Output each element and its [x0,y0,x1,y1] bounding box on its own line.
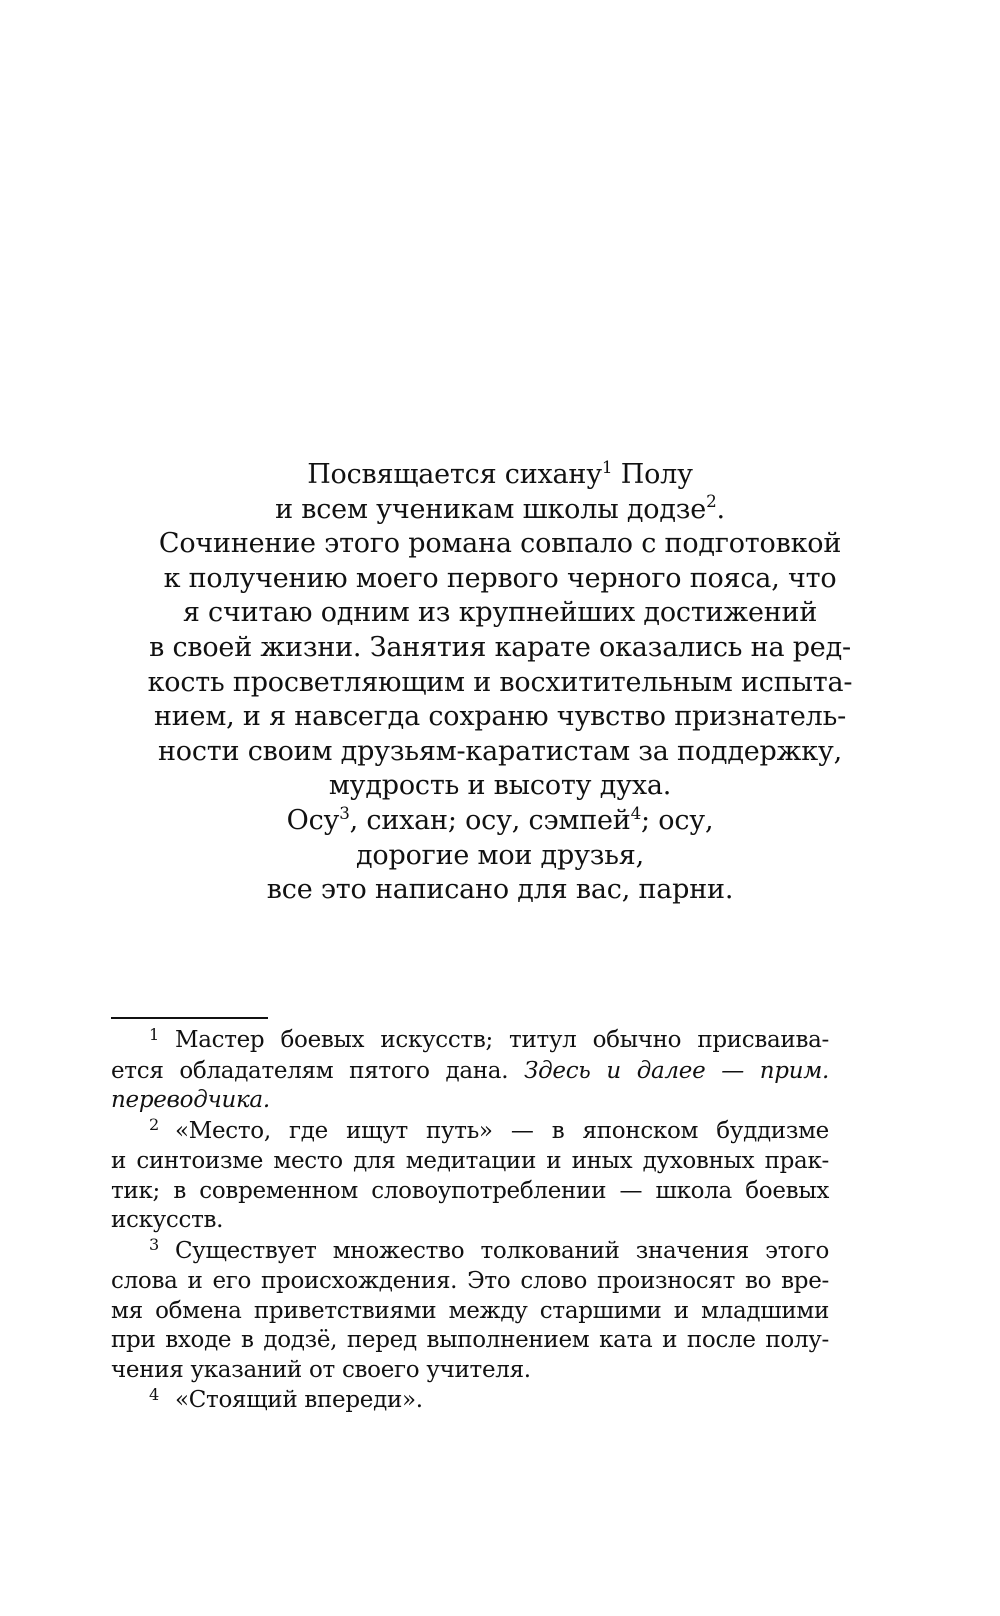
dedication-line-12: дорогие мои друзья, [356,839,644,871]
footnote-1-line-2: ется обладателям пятого дана. Здесь и далее — прим. [111,1057,829,1084]
dedication-line-9: ности своим друзьям-каратистам за поддержку, [158,735,842,767]
footnote-4-number: 4 [149,1384,159,1404]
footnote-3-line-3: мя обмена приветствиями между старшими и младшими [111,1297,829,1324]
footnote-4-line-1: 4 «Стоящий впереди». [111,1386,829,1417]
footnote-4 [111,1386,829,1417]
footnote-2-line-4: искусств. [111,1207,224,1233]
dedication-line-2: и всем ученикам школы додзе$^2$. [275,491,725,525]
footnote-2-line-1: 2 «Место, где ищут путь» — в японском буддизме [111,1117,829,1148]
dedication-line-1: Посвящается сихану$^1$ Полу [307,456,693,490]
footnote-ref-4[interactable]: 4 [630,802,642,823]
footnote-ref-2[interactable]: 2 [706,491,717,512]
dedication-line-10: мудрость и высоту духа. [328,770,672,802]
footnote-1-line-1: 1 Мастер боевых искусств; титул обычно присваива- [111,1026,829,1057]
footnote-3-line-5: чения указаний от своего учителя. [111,1356,531,1383]
footnote-ref-1[interactable]: 1 [601,456,613,477]
dedication-line-4: к получению моего первого черного пояса, что [163,562,837,594]
footnote-3-line-4: при входе в додзё, перед выполнением ката и после полу- [111,1327,829,1353]
dedication-line-6: в своей жизни. Занятия карате оказались на ред- [149,631,851,663]
footnote-2-line-3: тик; в современном словоупотреблении — школа боевых [111,1177,829,1204]
footnotes-block [111,1026,829,1418]
dedication-line-7: кость просветляющим и восхитительным испыта- [147,666,853,698]
footnote-separator [111,1017,268,1019]
footnote-1-line-3: переводчика. [111,1087,270,1113]
dedication-line-8: нием, и я навсегда сохраню чувство признатель- [153,701,847,733]
footnote-1-number: 1 [149,1024,159,1044]
footnote-3-line-1: 3 Существует множество толкований значения этого [111,1237,829,1268]
footnote-1 [111,1026,829,1116]
footnote-3-number: 3 [149,1235,159,1255]
dedication-line-13: все это написано для вас, парни. [266,874,734,906]
dedication-block [0,458,1000,908]
footnote-2-number: 2 [149,1115,159,1135]
footnote-ref-3[interactable]: 3 [339,802,350,823]
dedication-line-11: Осу$^3$, сихан; осу, сэмпей$^4$; осу, [286,802,714,836]
footnote-3 [111,1237,829,1386]
dedication-line-5: я считаю одним из крупнейших достижений [182,597,818,629]
dedication-line-3: Сочинение этого романа совпало с подготовкой [158,528,842,560]
footnote-2 [111,1117,829,1236]
footnote-2-line-2: и синтоизме место для медитации и иных духовных прак- [111,1148,829,1174]
footnote-3-line-2: слова и его происхождения. Это слово произносят во вре- [111,1268,829,1294]
